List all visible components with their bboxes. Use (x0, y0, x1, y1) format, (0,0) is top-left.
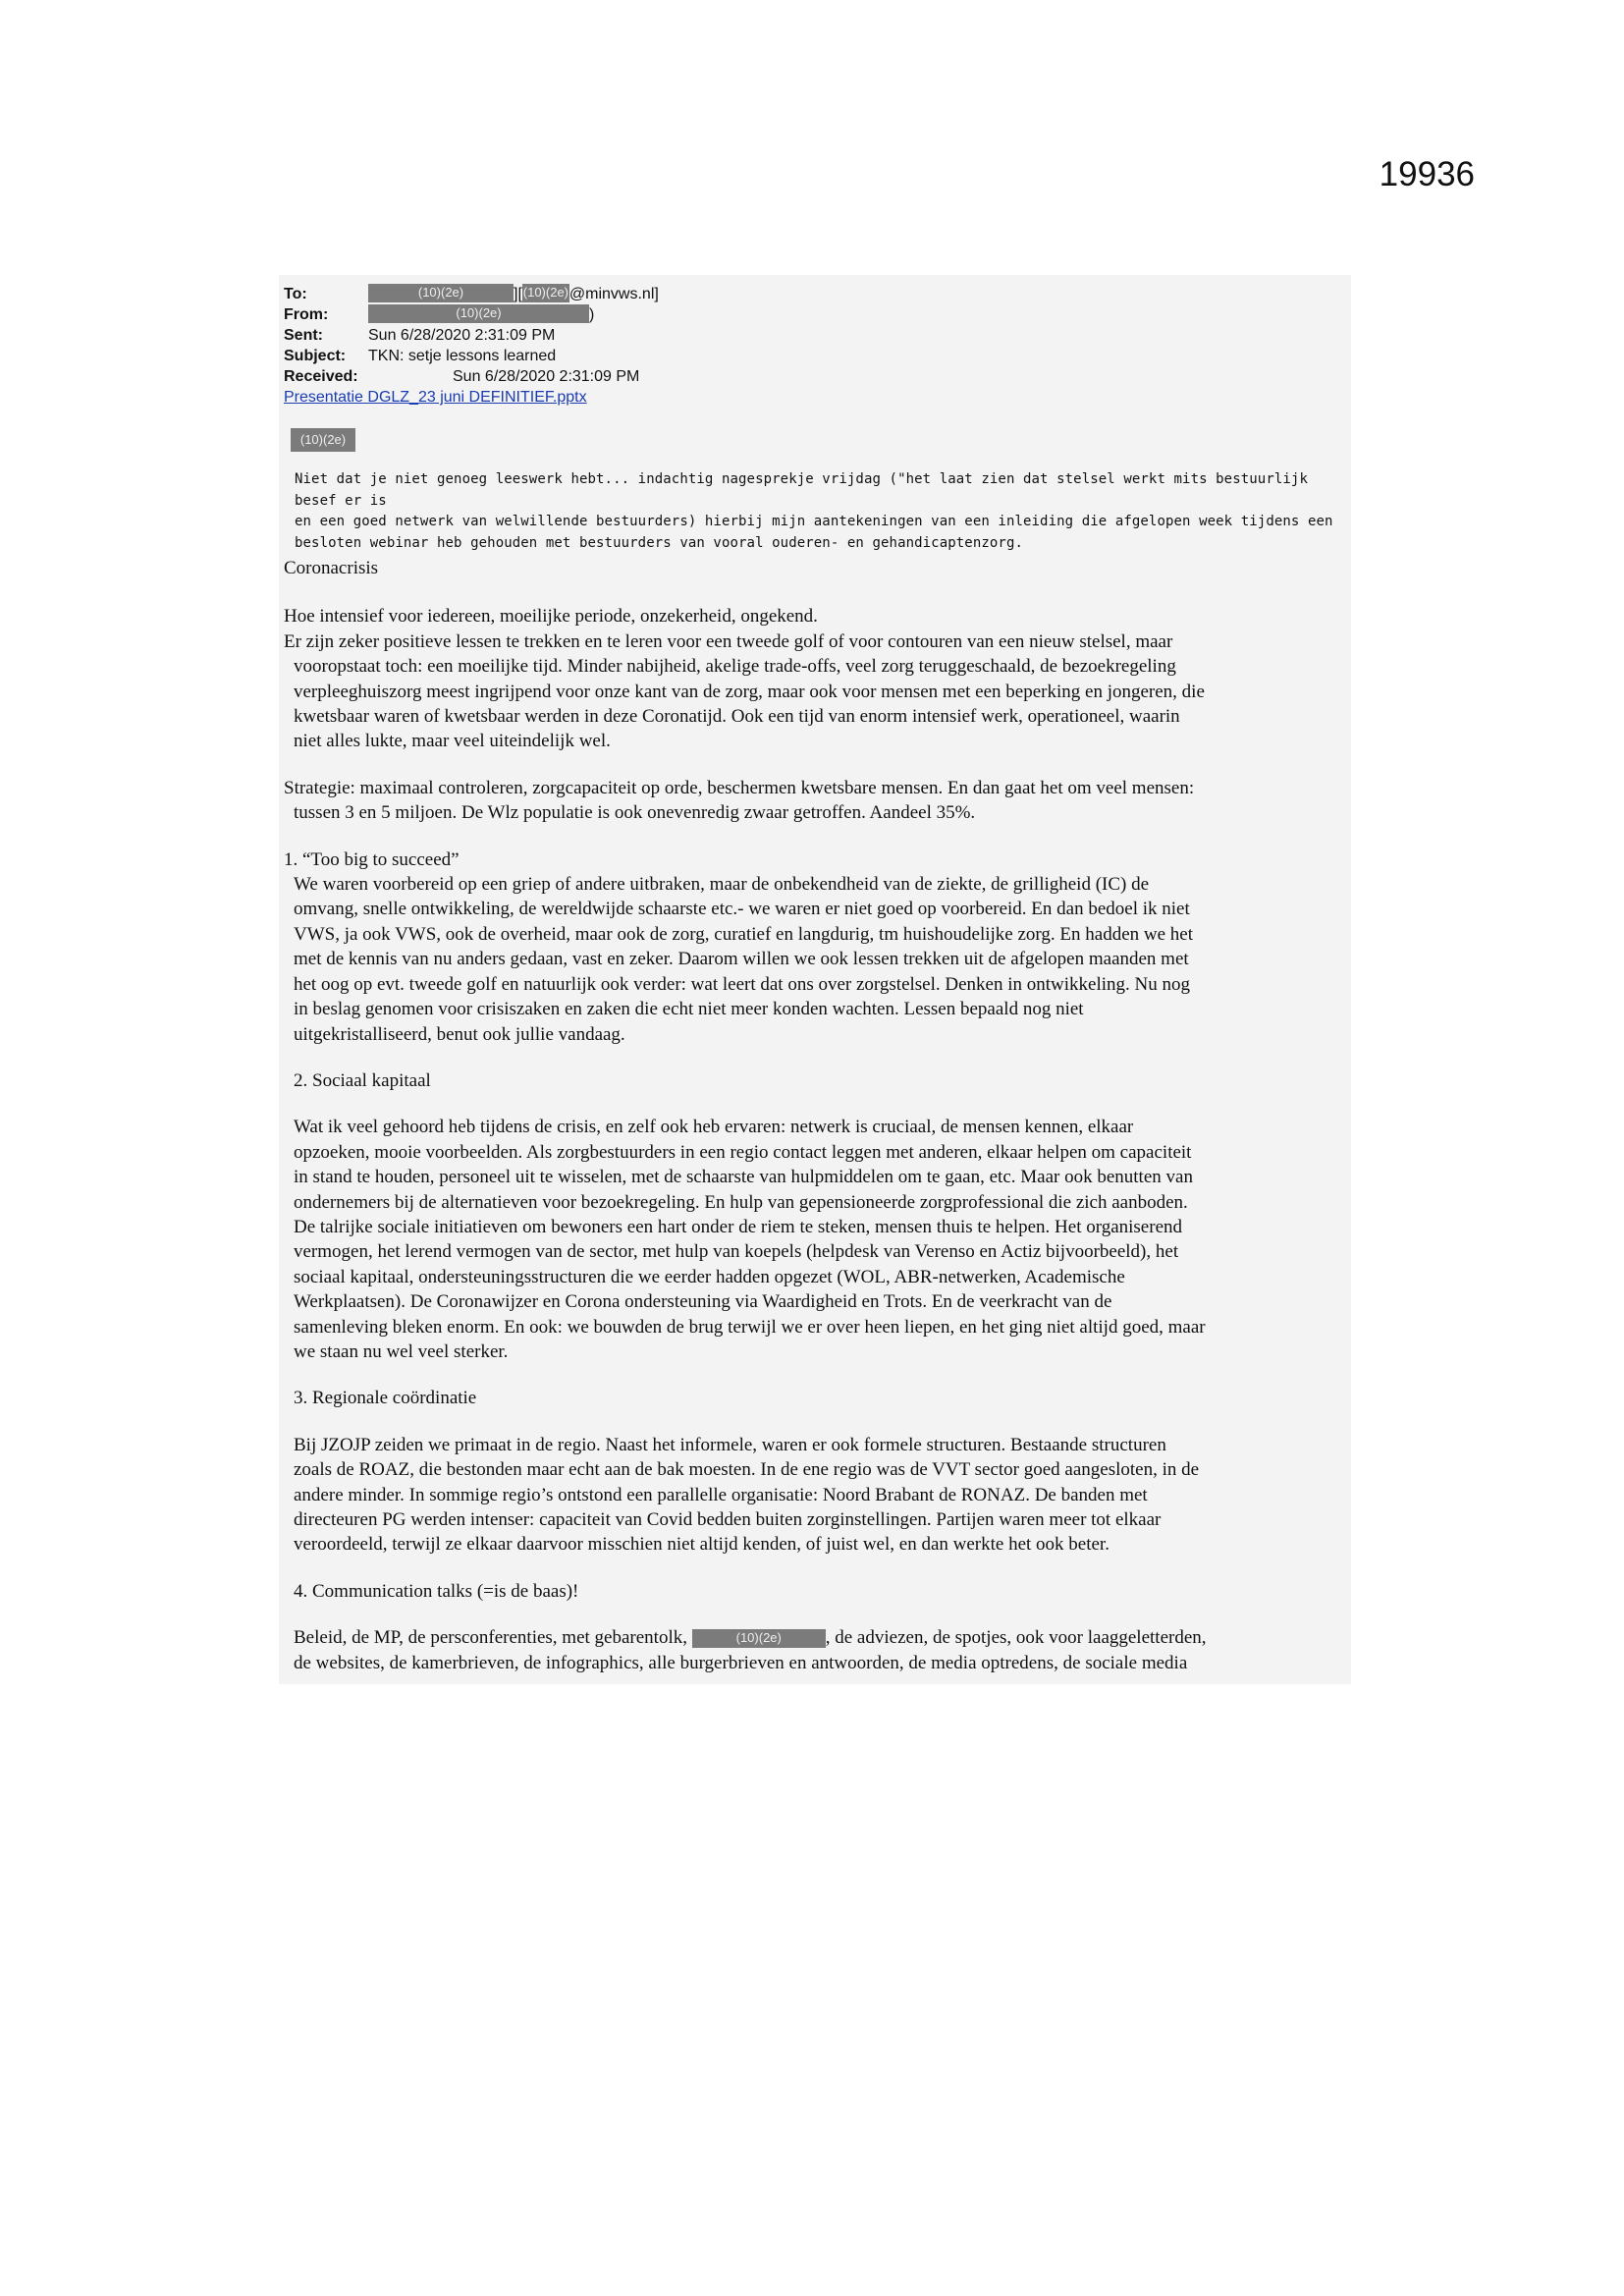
body-line: we staan nu wel veel sterker. (294, 1340, 509, 1362)
body-line: VWS, ja ook VWS, ook de overheid, maar ook de zorg, curatief en langdurig, tm huishoudelijke zorg. En hadden we het (294, 923, 1193, 945)
received-row (284, 366, 659, 387)
subject-label: Subject: (284, 348, 347, 364)
redacted-block: (10)(2e) (522, 284, 569, 302)
redacted-block: (10)(2e) (692, 1629, 826, 1648)
intro-line: Niet dat je niet genoeg leeswerk hebt... indachtig nagesprekje vrijdag ("het laat zien dat stelsel werkt mits bestuurlijk besef er is (295, 471, 1308, 509)
intro-paragraph (295, 469, 1337, 554)
body-line: vooropstaat toch: een moeilijke tijd. Minder nabijheid, akelige trade-offs, veel zorg teruggeschaald, de bezoekregeling (294, 656, 1176, 678)
body-line: Er zijn zeker positieve lessen te trekken en te leren voor een tweede golf of voor contouren van een nieuw stelsel, maar (284, 630, 1173, 652)
body-line: tussen 3 en 5 miljoen. De Wlz populatie is ook onevenredig zwaar getroffen. Aandeel 35%. (294, 802, 976, 824)
from-row (284, 304, 659, 325)
body-line: andere minder. In sommige regio’s ontstond een parallelle organisatie: Noord Brabant de RONAZ. De banden met (294, 1484, 1148, 1505)
body-line: de websites, de kamerbrieven, de infographics, alle burgerbrieven en antwoorden, de media optredens, de sociale media (294, 1652, 1188, 1673)
body-line: We waren voorbereid op een griep of andere uitbraken, maar de onbekendheid van de ziekte, de grilligheid (IC) de (294, 874, 1150, 896)
intro-line: besloten webinar heb gehouden met bestuurders van vooral ouderen- en gehandicaptenzorg. (295, 534, 1023, 551)
sent-value: Sun 6/28/2020 2:31:09 PM (368, 327, 556, 344)
body-line (284, 1625, 1344, 1650)
body-line: opzoeken, mooie voorbeelden. Als zorgbestuurders in een regio contact leggen met anderen, elkaar helpen om capaciteit (294, 1141, 1192, 1163)
body-line: verpleeghuiszorg meest ingrijpend voor onze kant van de zorg, maar ook voor mensen met een beperking en jongeren, die (294, 681, 1205, 702)
body-line: het oog op evt. tweede golf en natuurlijk ook verder: wat leert dat ons over zorgstelsel. Denken in ontwikkeling. Nu nog (294, 973, 1191, 995)
body-line: veroordeeld, terwijl ze elkaar daarvoor misschien niet altijd kenden, of juist wel, en dan werkte het ook beter. (294, 1534, 1110, 1556)
body-line: ondernemers bij de alternatieven voor bezoekregeling. En hulp van gepensioneerde zorgprofessional die zich aanboden. (294, 1191, 1188, 1213)
sent-row (284, 325, 659, 346)
body-line: in beslag genomen voor crisiszaken en zaken die echt niet meer konden wachten. Lessen bepaald nog niet (294, 999, 1084, 1020)
body-text-segment: , de adviezen, de spotjes, ook voor laaggeletterden, (825, 1627, 1207, 1649)
email-header (284, 284, 659, 408)
to-domain: @minvws.nl] (568, 286, 659, 302)
section-title: 3. Regionale coördinatie (294, 1388, 477, 1409)
body-line: niet alles lukte, maar veel uiteindelijk wel. (294, 731, 611, 752)
salutation-redacted: (10)(2e) (291, 428, 355, 452)
from-label: From: (284, 306, 329, 323)
to-row (284, 284, 659, 304)
to-separator: ][ (514, 286, 522, 302)
redacted-block: (10)(2e) (368, 304, 589, 323)
to-label: To: (284, 286, 307, 302)
body-heading: Coronacrisis (284, 558, 379, 578)
body-line: samenleving bleken enorm. En ook: we bouwden de brug terwijl we er over heen liepen, en het ging niet altijd goed, maar (294, 1316, 1206, 1338)
sent-label: Sent: (284, 327, 323, 344)
body-line: uitgekristalliseerd, benut ook jullie vandaag. (294, 1023, 625, 1045)
body-line: Werkplaatsen). De Coronawijzer en Corona ondersteuning via Waardigheid en Trots. En de veerkracht van de (294, 1291, 1112, 1313)
body-line: omvang, snelle ontwikkeling, de wereldwijde schaarste etc.- we waren er niet goed op voorbereid. En dan bedoel ik niet (294, 899, 1190, 920)
body-line: sociaal kapitaal, ondersteuningsstructuren die we eerder hadden opgezet (WOL, ABR-netwerken, Academische (294, 1266, 1125, 1287)
body-line: directeuren PG werden intenser: capaciteit van Covid bedden buiten zorginstellingen. Partijen waren meer tot elkaar (294, 1509, 1162, 1530)
subject-value: TKN: setje lessons learned (368, 348, 557, 364)
email-body (284, 556, 1344, 1675)
body-line: zoals de ROAZ, die bestonden maar echt aan de bak moesten. In de ene regio was de VVT sector goed aangesloten, in de (294, 1459, 1200, 1481)
intro-line: en een goed netwerk van welwillende bestuurders) hierbij mijn aantekeningen van een inleiding die afgelopen week tijdens een (295, 514, 1333, 529)
body-line: Bij JZOJP zeiden we primaat in de regio. Naast het informele, waren er ook formele structuren. Bestaande structuren (294, 1434, 1166, 1455)
body-text-segment: Beleid, de MP, de persconferenties, met gebarentolk, (294, 1627, 687, 1649)
section-title: 1. “Too big to succeed” (284, 848, 460, 870)
received-label: Received: (284, 368, 358, 385)
attachment-link[interactable]: Presentatie DGLZ_23 juni DEFINITIEF.pptx (284, 389, 587, 406)
section-title: 4. Communication talks (=is de baas)! (294, 1580, 579, 1602)
section-title: 2. Sociaal kapitaal (294, 1069, 431, 1091)
received-value: Sun 6/28/2020 2:31:09 PM (453, 368, 640, 385)
body-line: in stand te houden, personeel uit te wisselen, met de schaarste van hulpmiddelen om te gaan, etc. Maar ook benutten van (294, 1167, 1193, 1188)
body-line: Strategie: maximaal controleren, zorgcapaciteit op orde, beschermen kwetsbare mensen. En dan gaat het om veel mensen: (284, 777, 1195, 798)
redacted-block: (10)(2e) (368, 284, 514, 302)
body-line: met de kennis van nu anders gedaan, vast en zeker. Daarom willen we ook lessen trekken uit de afgelopen maanden met (294, 949, 1189, 970)
body-line: kwetsbaar waren of kwetsbaar werden in deze Coronatijd. Ook een tijd van enorm intensief werk, operationeel, waarin (294, 706, 1180, 728)
body-line: De talrijke sociale initiatieven om bewoners een hart onder de riem te steken, mensen thuis te helpen. Het organiserend (294, 1216, 1183, 1237)
body-paragraph: Hoe intensief voor iedereen, moeilijke periode, onzekerheid, ongekend. (284, 606, 818, 628)
subject-row (284, 346, 659, 366)
page-number: 19936 (1379, 155, 1475, 193)
from-close: ) (589, 306, 595, 323)
body-line: Wat ik veel gehoord heb tijdens de crisis, en zelf ook heb ervaren: netwerk is cruciaal, de mensen kennen, elkaar (294, 1117, 1134, 1138)
body-line: vermogen, het lerend vermogen van de sector, met hulp van koepels (helpdesk van Verenso en Actiz bijvoorbeeld), het (294, 1241, 1179, 1263)
